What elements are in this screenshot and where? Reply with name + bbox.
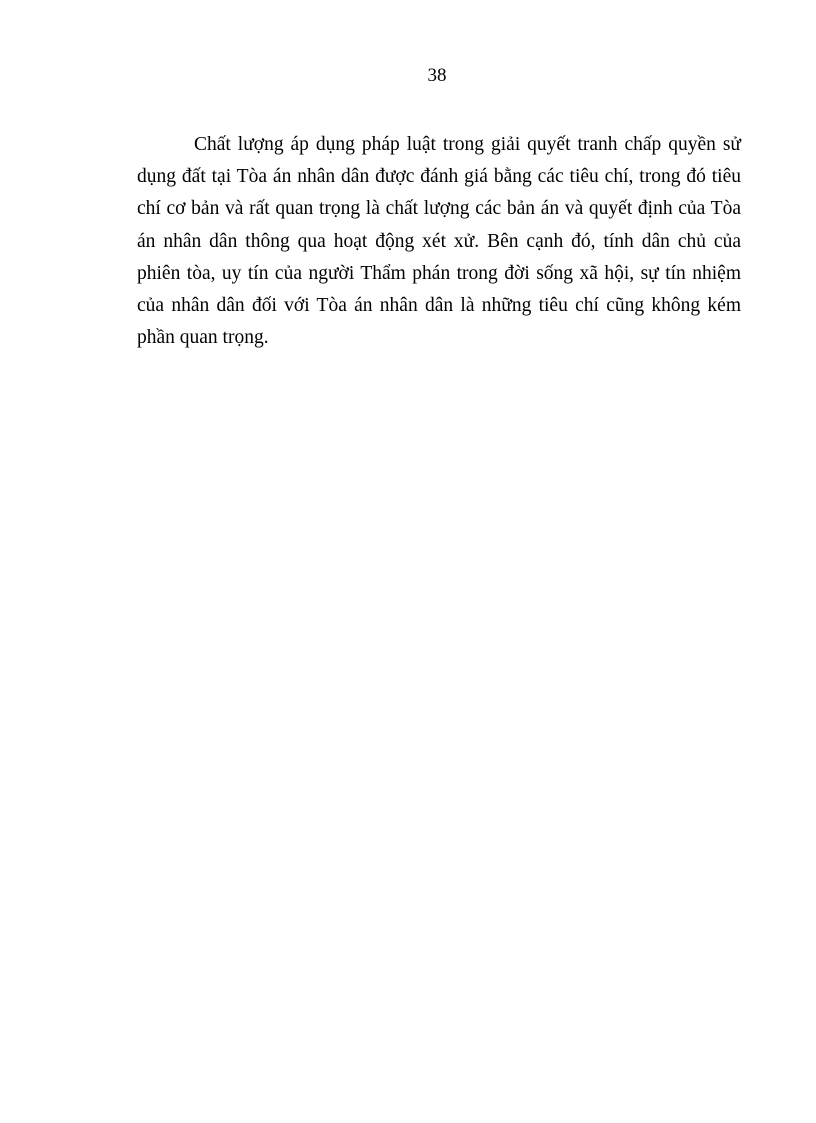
- paragraph-line: của nhân dân đối với Tòa án nhân dân là những tiêu chí cũng không kém: [137, 295, 741, 317]
- paragraph-line: chí cơ bản và rất quan trọng là chất lượng các bản án và quyết định của Tòa: [137, 198, 741, 220]
- page-number: 38: [427, 65, 447, 86]
- paragraph-line: dụng đất tại Tòa án nhân dân được đánh giá bằng các tiêu chí, trong đó tiêu: [137, 166, 741, 188]
- paragraph-line: Chất lượng áp dụng pháp luật trong giải quyết tranh chấp quyền sử: [194, 134, 741, 155]
- paragraph-line: phiên tòa, uy tín của người Thẩm phán trong đời sống xã hội, sự tín nhiệm: [137, 262, 741, 284]
- body-paragraph: [137, 129, 741, 354]
- paragraph-line: phần quan trọng.: [137, 327, 269, 349]
- paragraph-line: án nhân dân thông qua hoạt động xét xử. Bên cạnh đó, tính dân chủ của: [137, 230, 741, 252]
